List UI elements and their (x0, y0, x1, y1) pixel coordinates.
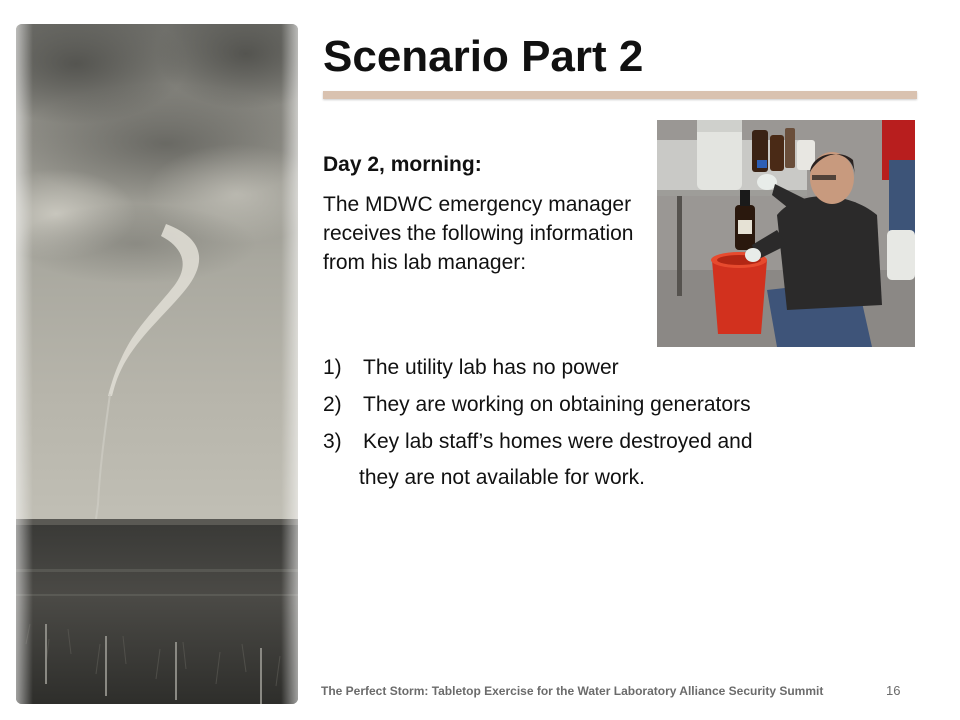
list-item-text: Key lab staff’s homes were destroyed and (363, 430, 753, 453)
list-item-text: The utility lab has no power (363, 356, 619, 379)
page-number: 16 (886, 683, 901, 698)
list-item (323, 356, 753, 393)
list-item-number: 3) (323, 430, 342, 453)
list-item-text: They are working on obtaining generators (363, 393, 751, 416)
tornado-photo (16, 24, 298, 704)
scenario-items-list (323, 356, 753, 490)
list-item (323, 393, 753, 430)
footer-text: The Perfect Storm: Tabletop Exercise for the Water Laboratory Alliance Security Summit (321, 684, 824, 698)
scenario-subheading: Day 2, morning: (323, 153, 482, 176)
list-item-number: 2) (323, 393, 342, 416)
lab-photo (657, 120, 915, 347)
list-item (323, 430, 753, 490)
list-item-continuation: they are not available for work. (359, 466, 645, 489)
scenario-intro-text: The MDWC emergency manager receives the following information from his lab manager: (323, 193, 634, 274)
title-divider (323, 91, 917, 99)
slide-title: Scenario Part 2 (323, 32, 644, 81)
list-item-number: 1) (323, 356, 342, 379)
